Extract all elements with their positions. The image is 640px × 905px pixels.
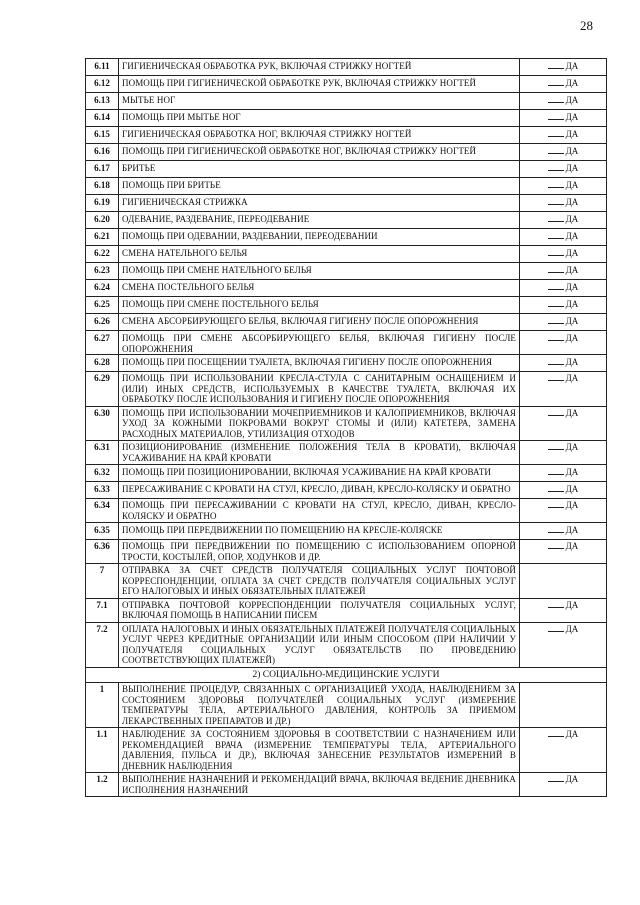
item-number: 6.30: [86, 406, 119, 441]
answer-label: ДА: [565, 599, 579, 610]
answer-blank[interactable]: [548, 248, 564, 256]
item-number: 1.1: [86, 728, 119, 773]
answer-blank[interactable]: [548, 282, 564, 290]
answer-label: ДА: [565, 623, 579, 634]
item-description: ПОМОЩЬ ПРИ ПОСЕЩЕНИИ ТУАЛЕТА, ВКЛЮЧАЯ ГИГИЕНУ ПОСЛЕ ОПОРОЖНЕНИЯ: [119, 355, 520, 372]
answer-label: ДА: [565, 333, 579, 343]
item-number: 6.21: [86, 229, 119, 246]
table-row: [86, 263, 607, 280]
item-description: ПОМОЩЬ ПРИ МЫТЬЕ НОГ: [119, 110, 520, 127]
item-number: 6.34: [86, 499, 119, 523]
item-number: 6.22: [86, 246, 119, 263]
answer-label: ДА: [565, 61, 579, 71]
item-description: ПОМОЩЬ ПРИ ИСПОЛЬЗОВАНИИ МОЧЕПРИЕМНИКОВ И КАЛОПРИЕМНИКОВ, ВКЛЮЧАЯ УХОД ЗА КОЖНЫМИ ПОКРОВАМИ ВОКРУГ СТОМЫ И (ИЛИ) КАТЕТЕРА, ЗАМЕНА РАСХОДНЫХ МАТЕРИАЛОВ, УТИЛИЗАЦИЯ ОТХОДОВ: [119, 406, 520, 441]
section-row: [86, 667, 607, 683]
answer-blank[interactable]: [548, 61, 564, 69]
item-number: 6.23: [86, 263, 119, 280]
item-number: 6.14: [86, 110, 119, 127]
answer-label: ДА: [565, 112, 579, 122]
answer-blank[interactable]: [548, 197, 564, 205]
answer-cell[interactable]: [520, 773, 607, 797]
table-body-household: [86, 59, 607, 668]
item-number: 7.1: [86, 598, 119, 622]
item-number: 6.15: [86, 127, 119, 144]
answer-cell[interactable]: [520, 178, 607, 195]
table-row: [86, 127, 607, 144]
answer-cell[interactable]: [520, 523, 607, 540]
item-description: ПОМОЩЬ ПРИ ИСПОЛЬЗОВАНИИ КРЕСЛА-СТУЛА С САНИТАРНЫМ ОСНАЩЕНИЕМ И (ИЛИ) ИНЫХ СРЕДСТВ, ИСПОЛЬЗУЕМЫХ В КАЧЕСТВЕ ТУАЛЕТА, ВКЛЮЧАЯ ИХ ОБРАБОТКУ ПОСЛЕ ИСПОЛЬЗОВАНИЯ И ГИГИЕНУ ПОСЛЕ ОПОРОЖНЕНИЯ: [119, 372, 520, 407]
answer-label: ДА: [565, 197, 579, 207]
answer-cell[interactable]: [520, 683, 607, 728]
table-row: [86, 331, 607, 355]
answer-blank[interactable]: [548, 500, 564, 508]
answer-cell[interactable]: [520, 622, 607, 667]
item-description: ВЫПОЛНЕНИЕ НАЗНАЧЕНИЙ И РЕКОМЕНДАЦИЙ ВРАЧА, ВКЛЮЧАЯ ВЕДЕНИЕ ДНЕВНИКА ИСПОЛНЕНИЯ НАЗНАЧЕНИЙ: [119, 773, 520, 797]
item-description: ГИГИЕНИЧЕСКАЯ ОБРАБОТКА РУК, ВКЛЮЧАЯ СТРИЖКУ НОГТЕЙ: [119, 59, 520, 76]
answer-label: ДА: [565, 265, 579, 275]
item-description: ПОМОЩЬ ПРИ СМЕНЕ НАТЕЛЬНОГО БЕЛЬЯ: [119, 263, 520, 280]
table-row: [86, 564, 607, 599]
answer-label: ДА: [565, 214, 579, 224]
table-row: [86, 499, 607, 523]
answer-cell[interactable]: [520, 465, 607, 482]
answer-blank[interactable]: [548, 408, 564, 416]
item-description: ВЫПОЛНЕНИЕ ПРОЦЕДУР, СВЯЗАННЫХ С ОРГАНИЗАЦИЕЙ УХОДА, НАБЛЮДЕНИЕМ ЗА СОСТОЯНИЕМ ЗДОРОВЬЯ ПОЛУЧАТЕЛЕЙ СОЦИАЛЬНЫХ УСЛУГ (ИЗМЕРЕНИЕ ТЕМПЕРАТУРЫ ТЕЛА, АРТЕРИАЛЬНОГО ДАВЛЕНИЯ, КОНТРОЛЬ ЗА ПРИЕМОМ ЛЕКАРСТВЕННЫХ ПРЕПАРАТОВ И ДР.): [119, 683, 520, 728]
answer-blank[interactable]: [548, 78, 564, 86]
answer-label: ДА: [565, 231, 579, 241]
answer-cell[interactable]: [520, 229, 607, 246]
answer-blank[interactable]: [548, 180, 564, 188]
answer-label: ДА: [565, 525, 579, 535]
item-description: ОТПРАВКА ЗА СЧЕТ СРЕДСТВ ПОЛУЧАТЕЛЯ СОЦИАЛЬНЫХ УСЛУГ ПОЧТОВОЙ КОРРЕСПОНДЕНЦИИ, ОПЛАТА ЗА СЧЕТ СРЕДСТВ ПОЛУЧАТЕЛЯ СОЦИАЛЬНЫХ УСЛУГ ЕГО НАЛОГОВЫХ И ИНЫХ ОБЯЗАТЕЛЬНЫХ ПЛАТЕЖЕЙ: [119, 564, 520, 599]
answer-label: ДА: [565, 146, 579, 156]
answer-blank[interactable]: [548, 624, 564, 632]
item-description: ПОМОЩЬ ПРИ СМЕНЕ АБСОРБИРУЮЩЕГО БЕЛЬЯ, ВКЛЮЧАЯ ГИГИЕНУ ПОСЛЕ ОПОРОЖНЕНИЯ: [119, 331, 520, 355]
item-description: ПОМОЩЬ ПРИ СМЕНЕ ПОСТЕЛЬНОГО БЕЛЬЯ: [119, 297, 520, 314]
answer-cell[interactable]: [520, 441, 607, 465]
answer-blank[interactable]: [548, 146, 564, 154]
answer-blank[interactable]: [548, 299, 564, 307]
answer-cell[interactable]: [520, 127, 607, 144]
table-row: [86, 540, 607, 564]
answer-cell[interactable]: [520, 59, 607, 76]
answer-cell[interactable]: [520, 212, 607, 229]
item-number: 7.2: [86, 622, 119, 667]
answer-label: ДА: [565, 774, 579, 784]
table-row: [86, 110, 607, 127]
item-description: ОТПРАВКА ПОЧТОВОЙ КОРРЕСПОНДЕНЦИИ ПОЛУЧАТЕЛЯ СОЦИАЛЬНЫХ УСЛУГ, ВКЛЮЧАЯ ПОМОЩЬ В НАПИСАНИИ ПИСЕМ: [119, 598, 520, 622]
answer-label: ДА: [565, 299, 579, 309]
table-row: [86, 280, 607, 297]
item-description: ПОМОЩЬ ПРИ ПЕРЕДВИЖЕНИИ ПО ПОМЕЩЕНИЮ НА КРЕСЛЕ-КОЛЯСКЕ: [119, 523, 520, 540]
answer-blank[interactable]: [548, 112, 564, 120]
answer-label: ДА: [565, 484, 579, 494]
answer-cell[interactable]: [520, 314, 607, 331]
item-number: 6.26: [86, 314, 119, 331]
table-row: [86, 465, 607, 482]
table-row: [86, 93, 607, 110]
answer-label: ДА: [565, 129, 579, 139]
answer-blank[interactable]: [548, 774, 564, 782]
answer-blank[interactable]: [548, 163, 564, 171]
item-description: ПОМОЩЬ ПРИ БРИТЬЕ: [119, 178, 520, 195]
item-description: НАБЛЮДЕНИЕ ЗА СОСТОЯНИЕМ ЗДОРОВЬЯ В СООТВЕТСТВИИ С НАЗНАЧЕНИЕМ ИЛИ РЕКОМЕНДАЦИЕЙ ВРАЧА (ИЗМЕРЕНИЕ ТЕМПЕРАТУРЫ ТЕЛА, АРТЕРИАЛЬНОГО ДАВЛЕНИЯ, ПУЛЬСА И ДР.), ВКЛЮЧАЯ ЗАНЕСЕНИЕ РЕЗУЛЬТАТОВ ИЗМЕРЕНИЙ В ДНЕВНИК НАБЛЮДЕНИЯ: [119, 728, 520, 773]
item-number: 6.11: [86, 59, 119, 76]
table-row: [86, 598, 607, 622]
table-row: [86, 441, 607, 465]
answer-cell[interactable]: [520, 355, 607, 372]
item-number: 6.25: [86, 297, 119, 314]
answer-blank[interactable]: [548, 214, 564, 222]
page-number: 28: [580, 18, 593, 33]
item-number: 6.20: [86, 212, 119, 229]
item-description: СМЕНА НАТЕЛЬНОГО БЕЛЬЯ: [119, 246, 520, 263]
answer-cell[interactable]: [520, 297, 607, 314]
answer-blank[interactable]: [548, 541, 564, 549]
answer-blank[interactable]: [548, 373, 564, 381]
table-row: [86, 728, 607, 773]
answer-cell[interactable]: [520, 482, 607, 499]
item-description: ОПЛАТА НАЛОГОВЫХ И ИНЫХ ОБЯЗАТЕЛЬНЫХ ПЛАТЕЖЕЙ ПОЛУЧАТЕЛЯ СОЦИАЛЬНЫХ УСЛУГ ЧЕРЕЗ КРЕДИТНЫЕ ОРГАНИЗАЦИИ ИЛИ ИНЫМ СПОСОБОМ (ПРИ НАЛИЧИИ У ПОЛУЧАТЕЛЯ СОЦИАЛЬНЫХ УСЛУГ ОБЯЗАТЕЛЬСТВ ПО ПРОВЕДЕНИЮ СООТВЕТСТВУЮЩИХ ПЛАТЕЖЕЙ): [119, 622, 520, 667]
item-description: ПЕРЕСАЖИВАНИЕ С КРОВАТИ НА СТУЛ, КРЕСЛО, ДИВАН, КРЕСЛО-КОЛЯСКУ И ОБРАТНО: [119, 482, 520, 499]
item-description: МЫТЬЕ НОГ: [119, 93, 520, 110]
table-row: [86, 76, 607, 93]
table-row: [86, 314, 607, 331]
item-number: 6.19: [86, 195, 119, 212]
answer-label: ДА: [565, 467, 579, 477]
item-number: 6.13: [86, 93, 119, 110]
answer-cell[interactable]: [520, 76, 607, 93]
answer-label: ДА: [565, 442, 579, 452]
answer-blank[interactable]: [548, 265, 564, 273]
answer-cell[interactable]: [520, 93, 607, 110]
answer-blank[interactable]: [548, 333, 564, 341]
table-row: [86, 178, 607, 195]
item-description: ПОЗИЦИОНИРОВАНИЕ (ИЗМЕНЕНИЕ ПОЛОЖЕНИЯ ТЕЛА В КРОВАТИ), ВКЛЮЧАЯ УСАЖИВАНИЕ НА КРАЙ КРОВАТИ: [119, 441, 520, 465]
item-number: 6.35: [86, 523, 119, 540]
item-number: 7: [86, 564, 119, 599]
answer-label: ДА: [565, 373, 579, 383]
item-description: СМЕНА АБСОРБИРУЮЩЕГО БЕЛЬЯ, ВКЛЮЧАЯ ГИГИЕНУ ПОСЛЕ ОПОРОЖНЕНИЯ: [119, 314, 520, 331]
item-number: 6.28: [86, 355, 119, 372]
answer-label: ДА: [565, 282, 579, 292]
answer-label: ДА: [565, 357, 579, 367]
table-row: [86, 161, 607, 178]
answer-label: ДА: [565, 180, 579, 190]
item-description: ПОМОЩЬ ПРИ ПЕРЕСАЖИВАНИИ С КРОВАТИ НА СТУЛ, КРЕСЛО, ДИВАН, КРЕСЛО-КОЛЯСКУ И ОБРАТНО: [119, 499, 520, 523]
item-number: 6.18: [86, 178, 119, 195]
answer-blank[interactable]: [548, 729, 564, 737]
item-number: 6.16: [86, 144, 119, 161]
answer-cell[interactable]: [520, 499, 607, 523]
table-row: [86, 355, 607, 372]
item-description: ОДЕВАНИЕ, РАЗДЕВАНИЕ, ПЕРЕОДЕВАНИЕ: [119, 212, 520, 229]
services-table: [85, 58, 607, 797]
table-row: [86, 195, 607, 212]
item-description: ГИГИЕНИЧЕСКАЯ СТРИЖКА: [119, 195, 520, 212]
answer-blank[interactable]: [548, 484, 564, 492]
item-number: 6.29: [86, 372, 119, 407]
table-body-medical: [86, 683, 607, 797]
answer-label: ДА: [565, 500, 579, 510]
answer-blank[interactable]: [548, 442, 564, 450]
answer-blank[interactable]: [548, 600, 564, 608]
item-number: 6.27: [86, 331, 119, 355]
answer-blank[interactable]: [548, 357, 564, 365]
answer-blank[interactable]: [548, 316, 564, 324]
item-number: 6.32: [86, 465, 119, 482]
item-description: ГИГИЕНИЧЕСКАЯ ОБРАБОТКА НОГ, ВКЛЮЧАЯ СТРИЖКУ НОГТЕЙ: [119, 127, 520, 144]
item-number: 6.36: [86, 540, 119, 564]
answer-label: ДА: [565, 78, 579, 88]
answer-blank[interactable]: [548, 525, 564, 533]
table-row: [86, 229, 607, 246]
answer-label: ДА: [565, 248, 579, 258]
table-row: [86, 59, 607, 76]
answer-label: ДА: [565, 541, 579, 551]
table-row: [86, 144, 607, 161]
answer-cell[interactable]: [520, 246, 607, 263]
answer-cell[interactable]: [520, 598, 607, 622]
table-row: [86, 773, 607, 797]
item-description: ПОМОЩЬ ПРИ ГИГИЕНИЧЕСКОЙ ОБРАБОТКЕ НОГ, ВКЛЮЧАЯ СТРИЖКУ НОГТЕЙ: [119, 144, 520, 161]
answer-label: ДА: [565, 316, 579, 326]
answer-cell[interactable]: [520, 280, 607, 297]
answer-label: ДА: [565, 407, 579, 418]
answer-blank[interactable]: [548, 129, 564, 137]
table-row: [86, 406, 607, 441]
table-row: [86, 683, 607, 728]
answer-cell[interactable]: [520, 331, 607, 355]
table-row: [86, 523, 607, 540]
section-title: 2) СОЦИАЛЬНО-МЕДИЦИНСКИЕ УСЛУГИ: [86, 667, 607, 683]
item-number: 1: [86, 683, 119, 728]
item-number: 6.17: [86, 161, 119, 178]
table-row: [86, 297, 607, 314]
answer-label: ДА: [565, 729, 579, 739]
answer-cell[interactable]: [520, 372, 607, 407]
item-description: СМЕНА ПОСТЕЛЬНОГО БЕЛЬЯ: [119, 280, 520, 297]
answer-label: ДА: [565, 95, 579, 105]
item-number: 1.2: [86, 773, 119, 797]
answer-cell[interactable]: [520, 110, 607, 127]
answer-cell[interactable]: [520, 195, 607, 212]
item-description: ПОМОЩЬ ПРИ ПОЗИЦИОНИРОВАНИИ, ВКЛЮЧАЯ УСАЖИВАНИЕ НА КРАЙ КРОВАТИ: [119, 465, 520, 482]
answer-cell[interactable]: [520, 406, 607, 441]
answer-cell[interactable]: [520, 263, 607, 280]
answer-cell[interactable]: [520, 564, 607, 599]
item-number: 6.24: [86, 280, 119, 297]
item-number: 6.12: [86, 76, 119, 93]
item-description: ПОМОЩЬ ПРИ ГИГИЕНИЧЕСКОЙ ОБРАБОТКЕ РУК, ВКЛЮЧАЯ СТРИЖКУ НОГТЕЙ: [119, 76, 520, 93]
table-row: [86, 212, 607, 229]
answer-blank[interactable]: [548, 231, 564, 239]
item-description: ПОМОЩЬ ПРИ ОДЕВАНИИ, РАЗДЕВАНИИ, ПЕРЕОДЕВАНИИ: [119, 229, 520, 246]
table-row: [86, 372, 607, 407]
answer-cell[interactable]: [520, 540, 607, 564]
item-description: ПОМОЩЬ ПРИ ПЕРЕДВИЖЕНИИ ПО ПОМЕЩЕНИЮ С ИСПОЛЬЗОВАНИЕМ ОПОРНОЙ ТРОСТИ, КОСТЫЛЕЙ, ОПОР, ХОДУНКОВ И ДР.: [119, 540, 520, 564]
answer-cell[interactable]: [520, 144, 607, 161]
answer-label: ДА: [565, 163, 579, 173]
answer-blank[interactable]: [548, 95, 564, 103]
table-row: [86, 622, 607, 667]
answer-cell[interactable]: [520, 728, 607, 773]
table-section: [86, 667, 607, 683]
answer-blank[interactable]: [548, 467, 564, 475]
table-row: [86, 482, 607, 499]
item-number: 6.31: [86, 441, 119, 465]
answer-cell[interactable]: [520, 161, 607, 178]
item-number: 6.33: [86, 482, 119, 499]
item-description: БРИТЬЕ: [119, 161, 520, 178]
table-row: [86, 246, 607, 263]
